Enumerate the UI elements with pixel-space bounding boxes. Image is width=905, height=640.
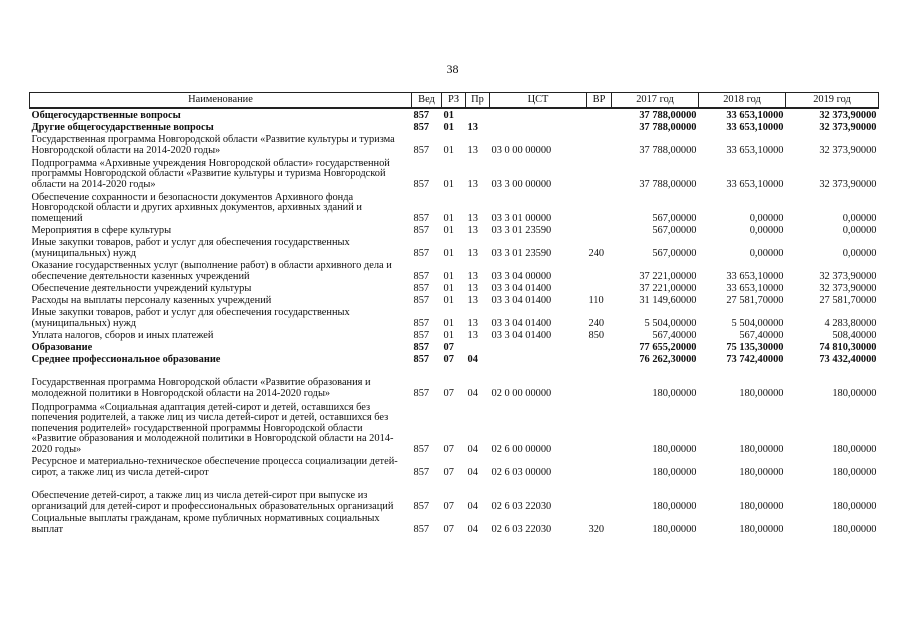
- table-row: [30, 341, 879, 353]
- row-amount-2018: 33 653,10000: [726, 121, 784, 133]
- row-amount-2019: 32 373,90000: [819, 121, 877, 133]
- row-amount-2017: 37 221,00000: [639, 270, 697, 282]
- row-amount-2017: 180,00000: [652, 387, 697, 399]
- row-amount-2019: 508,40000: [832, 329, 877, 341]
- col-header-rz: РЗ: [442, 93, 466, 109]
- row-rz: 07: [443, 353, 454, 365]
- row-amount-2019: 32 373,90000: [819, 144, 877, 156]
- row-ved: 857: [413, 317, 430, 329]
- row-pr: 04: [467, 353, 478, 365]
- row-cst: [490, 341, 587, 353]
- row-name: Образование: [31, 341, 93, 353]
- row-cst: 03 3 04 00000: [491, 270, 552, 282]
- col-header-name: Наименование: [30, 93, 412, 109]
- row-name: Подпрограмма «Социальная адаптация детей-сирот и детей, оставшихся без попечения родителей, а также лиц из числа детей-сирот и детей, оставшихся без попечения родителей» государственной программы Новгородской области «Развитие образования и молодежной политики в Новгородской области на 2014-2020 годы»: [31, 401, 394, 455]
- col-header-cst: ЦСТ: [490, 93, 587, 109]
- row-ved: 857: [413, 443, 430, 455]
- row-amount-2019: 180,00000: [832, 466, 877, 478]
- row-amount-2017: 76 262,30000: [639, 353, 697, 365]
- row-vr: [587, 190, 612, 224]
- row-pr: 13: [467, 282, 478, 294]
- row-name: Среднее профессиональное образование: [31, 353, 221, 365]
- row-amount-2018: 33 653,10000: [726, 109, 784, 121]
- table-row: [30, 455, 879, 478]
- row-pr: 13: [467, 329, 478, 341]
- row-amount-2017: 180,00000: [652, 443, 697, 455]
- row-ved: 857: [413, 270, 430, 282]
- row-vr: [587, 224, 612, 236]
- row-vr: [587, 353, 612, 365]
- col-header-2019: 2019 год: [786, 93, 879, 109]
- row-pr: [466, 108, 490, 121]
- table-row: [30, 224, 879, 236]
- row-amount-2017: 37 788,00000: [639, 121, 697, 133]
- row-amount-2019: 32 373,90000: [819, 178, 877, 190]
- table-row: [30, 512, 879, 535]
- row-cst: 03 3 04 01400: [491, 294, 552, 306]
- row-amount-2019: 180,00000: [832, 523, 877, 535]
- row-rz: 07: [443, 466, 454, 478]
- row-ved: 857: [413, 121, 430, 133]
- row-rz: 01: [443, 317, 454, 329]
- row-rz: 01: [443, 178, 454, 190]
- table-row: [30, 294, 879, 306]
- row-pr: [466, 341, 490, 353]
- row-amount-2018: 5 504,00000: [731, 317, 784, 329]
- row-amount-2017: 37 788,00000: [639, 109, 697, 121]
- row-name: Государственная программа Новгородской области «Развитие образования и молодежной политики в Новгородской области на 2014-2020 годы»: [31, 377, 371, 399]
- row-cst: 02 6 03 22030: [491, 500, 552, 512]
- row-vr: [587, 108, 612, 121]
- row-name: Социальные выплаты гражданам, кроме публичных нормативных социальных выплат: [31, 513, 380, 535]
- row-rz: 07: [443, 500, 454, 512]
- row-ved: 857: [413, 144, 430, 156]
- row-amount-2019: 180,00000: [832, 443, 877, 455]
- row-pr: 13: [467, 294, 478, 306]
- row-amount-2017: 77 655,20000: [639, 341, 697, 353]
- row-ved: 857: [413, 178, 430, 190]
- row-name: Обеспечение сохранности и безопасности документов Архивного фонда Новгородской области и других архивных документов, архивных зданий и помещений: [31, 191, 362, 224]
- row-rz: 01: [443, 329, 454, 341]
- row-amount-2018: 0,00000: [749, 247, 784, 259]
- row-amount-2018: 180,00000: [739, 387, 784, 399]
- table-header: [30, 93, 879, 109]
- row-cst: 02 6 03 00000: [491, 466, 552, 478]
- row-amount-2019: 73 432,40000: [819, 353, 877, 365]
- row-cst: 02 0 00 00000: [491, 387, 552, 399]
- row-vr: [587, 341, 612, 353]
- row-amount-2019: 0,00000: [842, 224, 877, 236]
- row-vr: [587, 399, 612, 455]
- row-ved: 857: [413, 224, 430, 236]
- row-amount-2017: 567,00000: [652, 212, 697, 224]
- table-row: [30, 399, 879, 455]
- row-amount-2017: 37 788,00000: [639, 178, 697, 190]
- row-vr: 240: [588, 247, 605, 259]
- row-pr: 13: [467, 247, 478, 259]
- row-amount-2018: 33 653,10000: [726, 270, 784, 282]
- page-number: 38: [446, 62, 459, 76]
- row-amount-2017: 180,00000: [652, 500, 697, 512]
- row-ved: 857: [413, 523, 430, 535]
- table-row: [30, 306, 879, 329]
- row-amount-2019: 32 373,90000: [819, 109, 877, 121]
- table-row: [30, 108, 879, 121]
- row-cst: 03 3 04 01400: [491, 317, 552, 329]
- row-ved: 857: [413, 500, 430, 512]
- row-ved: 857: [413, 282, 430, 294]
- table-row: [30, 329, 879, 341]
- col-header-2018: 2018 год: [699, 93, 786, 109]
- row-cst: 02 6 00 00000: [491, 443, 552, 455]
- table-row: [30, 282, 879, 294]
- row-pr: 04: [467, 523, 478, 535]
- row-rz: 01: [443, 224, 454, 236]
- row-name: Иные закупки товаров, работ и услуг для обеспечения государственных (муниципальных) нужд: [31, 307, 350, 329]
- row-rz: 01: [443, 121, 454, 133]
- row-cst: 03 3 04 01400: [491, 329, 552, 341]
- row-vr: 320: [588, 523, 605, 535]
- row-name: Обеспечение деятельности учреждений культуры: [31, 282, 252, 294]
- row-cst: 03 3 04 01400: [491, 282, 552, 294]
- row-amount-2018: 33 653,10000: [726, 178, 784, 190]
- row-amount-2017: 37 788,00000: [639, 144, 697, 156]
- row-amount-2019: 32 373,90000: [819, 282, 877, 294]
- row-amount-2019: 180,00000: [832, 500, 877, 512]
- row-amount-2017: 37 221,00000: [639, 282, 697, 294]
- row-amount-2018: 33 653,10000: [726, 144, 784, 156]
- row-rz: 01: [443, 270, 454, 282]
- row-vr: [587, 455, 612, 478]
- row-pr: 13: [467, 121, 478, 133]
- row-amount-2018: 0,00000: [749, 212, 784, 224]
- row-ved: 857: [413, 109, 430, 121]
- row-amount-2017: 5 504,00000: [644, 317, 697, 329]
- row-amount-2018: 75 135,30000: [726, 341, 784, 353]
- row-cst: 03 3 01 00000: [491, 212, 552, 224]
- row-rz: 01: [443, 294, 454, 306]
- row-name: Иные закупки товаров, работ и услуг для обеспечения государственных (муниципальных) нужд: [31, 237, 350, 259]
- row-cst: [490, 121, 587, 133]
- row-amount-2019: 74 810,30000: [819, 341, 877, 353]
- row-amount-2018: 33 653,10000: [726, 282, 784, 294]
- table-row: [30, 121, 879, 133]
- table-row: [30, 156, 879, 190]
- row-ved: 857: [413, 212, 430, 224]
- row-pr: 13: [467, 317, 478, 329]
- row-vr: [587, 478, 612, 512]
- row-cst: 03 3 01 23590: [491, 247, 552, 259]
- row-name: Мероприятия в сфере культуры: [31, 224, 172, 236]
- row-pr: 13: [467, 270, 478, 282]
- row-amount-2019: 180,00000: [832, 387, 877, 399]
- row-amount-2017: 567,00000: [652, 247, 697, 259]
- row-vr: [587, 365, 612, 399]
- table-row: [30, 133, 879, 156]
- row-vr: 110: [588, 294, 604, 306]
- table-row: [30, 478, 879, 512]
- row-amount-2018: 180,00000: [739, 523, 784, 535]
- row-cst: 03 3 01 23590: [491, 224, 552, 236]
- col-header-2017: 2017 год: [612, 93, 699, 109]
- row-pr: 04: [467, 466, 478, 478]
- row-rz: 01: [443, 144, 454, 156]
- row-ved: 857: [413, 329, 430, 341]
- row-amount-2019: 27 581,70000: [819, 294, 877, 306]
- row-rz: 01: [443, 282, 454, 294]
- row-pr: 13: [467, 178, 478, 190]
- row-vr: 240: [588, 317, 605, 329]
- row-name: Подпрограмма «Архивные учреждения Новгородской области» государственной программы Новгородской области «Развитие культуры и туризма Новгородской области на 2014-2020 годы»: [31, 157, 390, 190]
- row-vr: [587, 259, 612, 282]
- table-row: [30, 353, 879, 365]
- row-name: Общегосударственные вопросы: [31, 109, 181, 121]
- row-name: Уплата налогов, сборов и иных платежей: [31, 329, 214, 341]
- row-amount-2019: 0,00000: [842, 247, 877, 259]
- table-row: [30, 259, 879, 282]
- row-cst: [490, 353, 587, 365]
- row-amount-2018: 180,00000: [739, 500, 784, 512]
- row-vr: 850: [588, 329, 605, 341]
- row-amount-2017: 567,00000: [652, 224, 697, 236]
- row-vr: [587, 133, 612, 156]
- row-pr: 13: [467, 212, 478, 224]
- row-cst: 02 6 03 22030: [491, 523, 552, 535]
- row-amount-2017: 180,00000: [652, 523, 697, 535]
- row-cst: 03 0 00 00000: [491, 144, 552, 156]
- row-name: Ресурсное и материально-техническое обеспечение процесса социализации детей-сирот, а также лиц из числа детей-сирот: [31, 456, 398, 478]
- row-amount-2017: 567,40000: [652, 329, 697, 341]
- row-amount-2017: 31 149,60000: [639, 294, 697, 306]
- row-amount-2017: 180,00000: [652, 466, 697, 478]
- row-name: Государственная программа Новгородской области «Развитие культуры и туризма Новгородской области на 2014-2020 годы»: [31, 134, 395, 156]
- col-header-pr: Пр: [466, 93, 490, 109]
- row-amount-2018: 180,00000: [739, 466, 784, 478]
- row-name: Оказание государственных услуг (выполнение работ) в области архивного дела и обеспечение деятельности казенных учреждений: [31, 260, 392, 282]
- row-rz: 07: [443, 387, 454, 399]
- row-ved: 857: [413, 341, 430, 353]
- row-vr: [587, 156, 612, 190]
- row-pr: 04: [467, 500, 478, 512]
- row-amount-2018: 0,00000: [749, 224, 784, 236]
- row-rz: 07: [443, 523, 454, 535]
- row-ved: 857: [413, 466, 430, 478]
- row-pr: 04: [467, 443, 478, 455]
- row-vr: [587, 282, 612, 294]
- row-name: Обеспечение детей-сирот, а также лиц из числа детей-сирот при выпуске из организаций для детей-сирот и профессиональных образовательных организаций: [31, 490, 394, 512]
- row-pr: 13: [467, 144, 478, 156]
- table-row: [30, 190, 879, 224]
- row-amount-2018: 180,00000: [739, 443, 784, 455]
- row-amount-2019: 32 373,90000: [819, 270, 877, 282]
- col-header-vr: ВР: [587, 93, 612, 109]
- row-ved: 857: [413, 294, 430, 306]
- row-pr: 13: [467, 224, 478, 236]
- row-rz: 01: [443, 247, 454, 259]
- row-cst: 03 3 00 00000: [491, 178, 552, 190]
- row-amount-2019: 0,00000: [842, 212, 877, 224]
- col-header-ved: Вед: [412, 93, 442, 109]
- row-rz: 01: [443, 212, 454, 224]
- row-amount-2018: 73 742,40000: [726, 353, 784, 365]
- row-ved: 857: [413, 247, 430, 259]
- row-amount-2018: 27 581,70000: [726, 294, 784, 306]
- row-ved: 857: [413, 353, 430, 365]
- table-row: [30, 365, 879, 399]
- row-ved: 857: [413, 387, 430, 399]
- budget-table: [29, 92, 879, 535]
- row-rz: 01: [443, 109, 454, 121]
- row-vr: [587, 121, 612, 133]
- table-row: [30, 236, 879, 259]
- row-amount-2019: 4 283,80000: [824, 317, 877, 329]
- row-rz: 07: [443, 341, 454, 353]
- row-amount-2018: 567,40000: [739, 329, 784, 341]
- table-body: [30, 108, 879, 535]
- row-name: Другие общегосударственные вопросы: [31, 121, 214, 133]
- row-name: Расходы на выплаты персоналу казенных учреждений: [31, 294, 272, 306]
- row-pr: 04: [467, 387, 478, 399]
- row-cst: [490, 108, 587, 121]
- row-rz: 07: [443, 443, 454, 455]
